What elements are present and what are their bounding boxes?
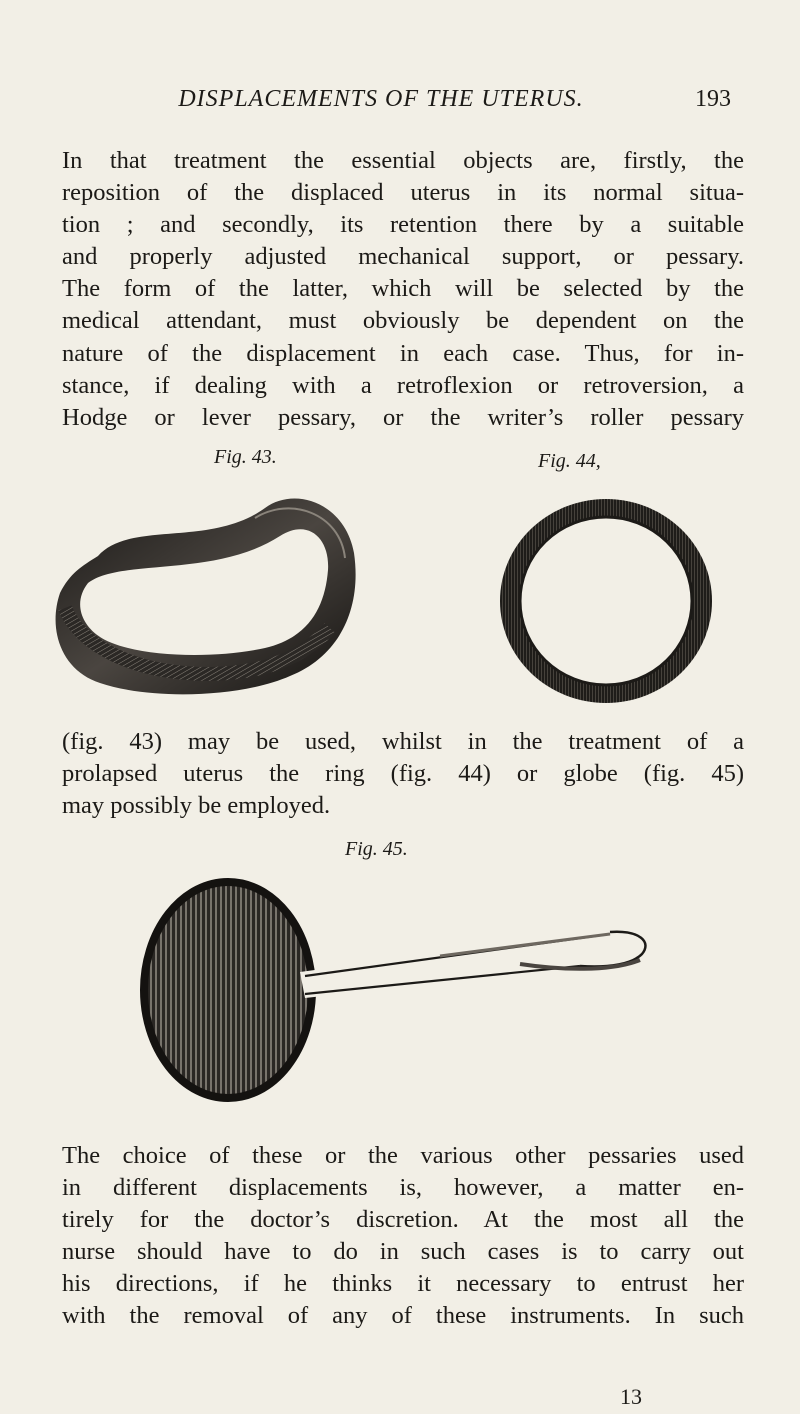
text-line: The form of the latter, which will be selected by the [62,275,744,303]
text-line: reposition of the displaced uterus in its normal situa- [62,179,744,207]
signature-mark: 13 [620,1384,642,1409]
text-line: In that treatment the essential objects are, firstly, the [62,147,744,174]
text-line: prolapsed uterus the ring (fig. 44) or globe (fig. 45) [62,760,744,788]
text-line: in different displacements is, however, a matter en- [62,1174,744,1202]
paragraph-1 [62,145,744,434]
text-line: his directions, if he thinks it necessary to entrust her [62,1270,744,1298]
fig-44-caption: Fig. 44, [538,450,601,472]
text-line: nature of the displacement in each case. Thus, for in- [62,339,744,367]
page-number: 193 [695,86,731,112]
fig-45-caption: Fig. 45. [345,838,408,860]
text-line: The choice of these or the various other pessaries used [62,1142,744,1169]
text-line: with the removal of any of these instruments. In such [62,1302,744,1330]
fig-43-caption: Fig. 43. [214,446,277,468]
globe-pessary-illustration [140,872,660,1112]
ring-pessary-illustration [490,490,722,712]
text-line: Hodge or lever pessary, or the writer’s roller pessary [62,403,744,431]
paragraph-3 [62,1140,744,1333]
text-line: and properly adjusted mechanical support, or pessary. [62,243,744,271]
running-title: DISPLACEMENTS OF THE UTERUS. [178,86,584,112]
text-line: nurse should have to do in such cases is to carry out [62,1238,744,1266]
hodge-pessary-illustration [40,478,366,708]
text-line: may possibly be employed. [62,792,331,820]
text-line: (fig. 43) may be used, whilst in the treatment of a [62,728,744,755]
text-line: stance, if dealing with a retroflexion or retroversion, a [62,371,744,399]
paragraph-2 [62,726,744,822]
text-line: tirely for the doctor’s discretion. At the most all the [62,1206,744,1234]
text-line: tion ; and secondly, its retention there by a suitable [62,211,744,239]
text-line: medical attendant, must obviously be dependent on the [62,307,744,335]
